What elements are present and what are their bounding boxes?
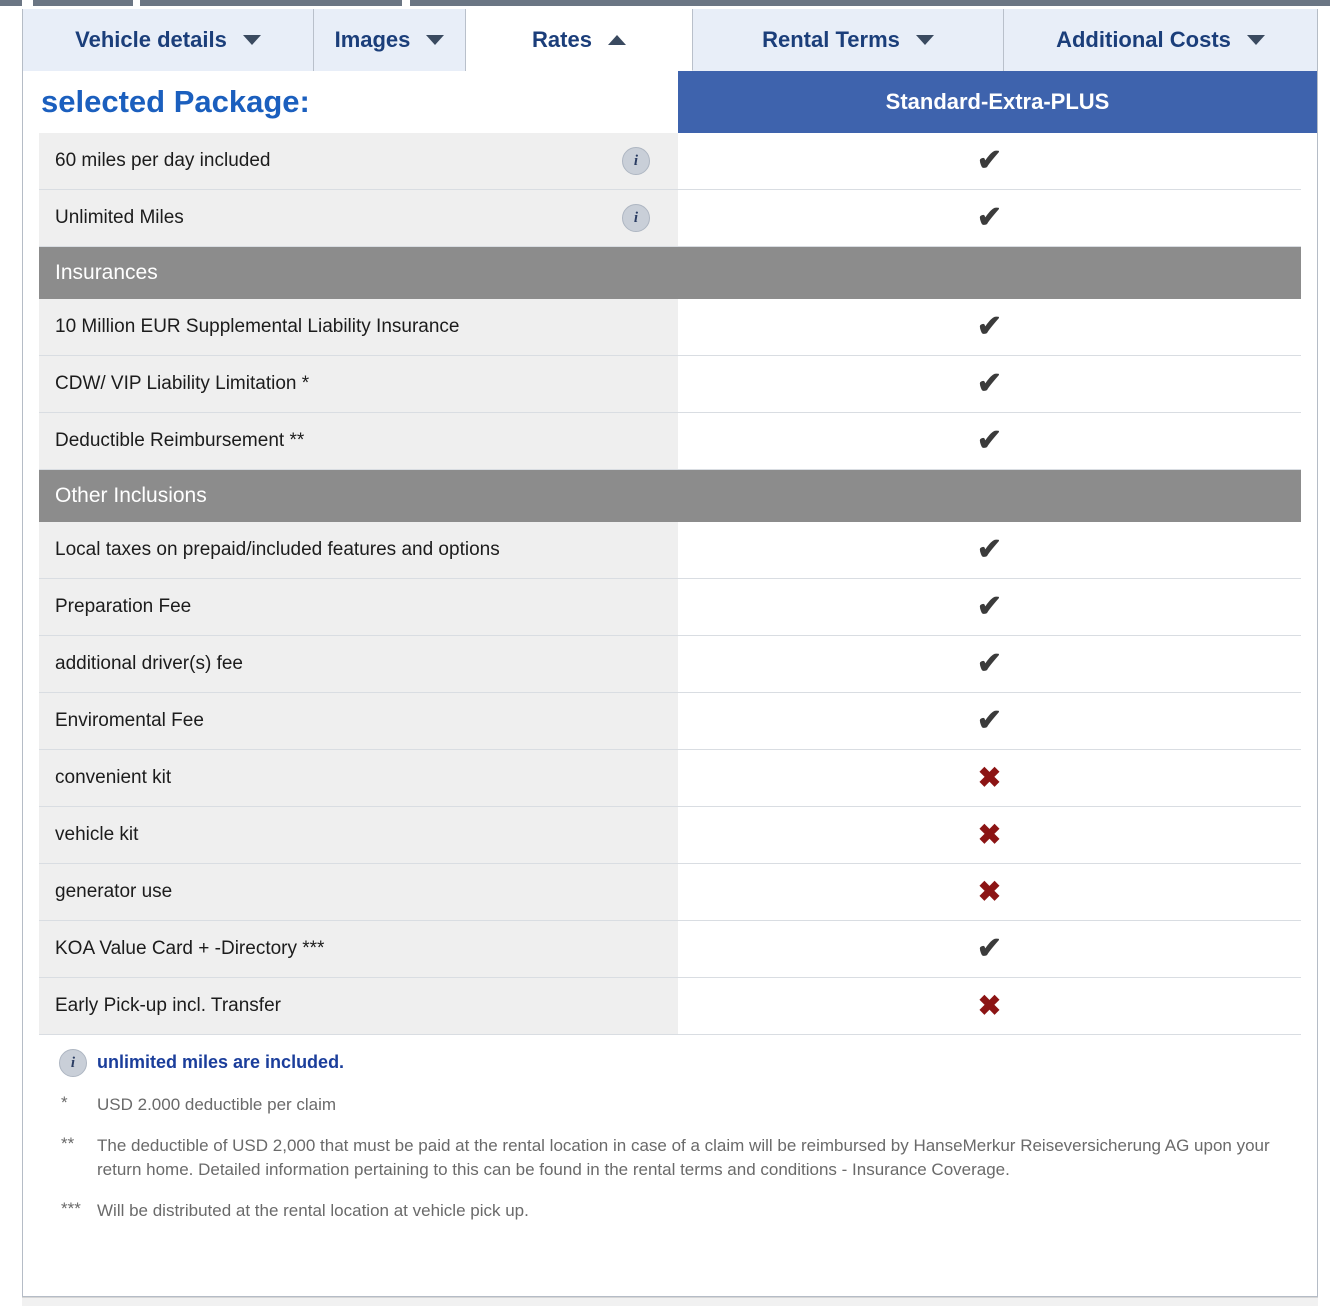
chevron-down-icon [426, 35, 444, 45]
feature-value-cell [678, 522, 1301, 578]
feature-label: Unlimited Miles [55, 207, 184, 228]
feature-label-cell [39, 864, 678, 920]
feature-value-cell [678, 864, 1301, 920]
feature-value-cell [678, 921, 1301, 977]
feature-label: 60 miles per day included [55, 150, 271, 171]
cross-icon: ✖ [977, 876, 1002, 907]
table-row [39, 413, 1301, 470]
feature-label-cell [39, 693, 678, 749]
feature-label-cell [39, 299, 678, 355]
check-icon: ✔ [976, 144, 1003, 177]
feature-value-cell [678, 978, 1301, 1034]
top-strip-segment [140, 0, 402, 6]
footnote-text: Will be distributed at the rental location at vehicle pick up. [97, 1200, 529, 1220]
check-icon: ✔ [976, 533, 1003, 566]
table-row [39, 750, 1301, 807]
page-title: selected Package: [23, 71, 678, 133]
feature-label: Preparation Fee [55, 596, 192, 617]
feature-label-cell [39, 807, 678, 863]
footnote-text: The deductible of USD 2,000 that must be paid at the rental location in case of a claim will be reimbursed by HanseMerkur Reiseversicherung AG upon your return home. Detailed information pertaining to this can be found in the rental terms and conditions - Insurance Coverage. [97, 1135, 1270, 1180]
table-row [39, 978, 1301, 1035]
tab-rates[interactable] [466, 9, 693, 71]
info-icon-glyph: i [622, 147, 650, 175]
footnote-row [39, 1134, 1301, 1183]
tab-images[interactable] [314, 9, 466, 71]
info-icon-glyph: i [622, 204, 650, 232]
cross-icon: ✖ [977, 990, 1002, 1021]
top-strip-segment [0, 0, 22, 6]
footnote-text: USD 2.000 deductible per claim [97, 1095, 337, 1114]
tab-label: Vehicle details [75, 27, 227, 52]
table-section-header [39, 470, 1301, 522]
chevron-down-icon [243, 35, 261, 45]
feature-label: CDW/ VIP Liability Limitation * [55, 373, 310, 394]
info-icon-glyph: i [59, 1049, 87, 1077]
table-row [39, 190, 1301, 247]
check-icon: ✔ [976, 704, 1003, 737]
tab-label: Additional Costs [1056, 27, 1231, 52]
cross-icon: ✖ [977, 762, 1002, 793]
footnote-text: unlimited miles are included. [97, 1052, 345, 1072]
check-icon: ✔ [976, 590, 1003, 623]
package-column-header: Standard-Extra-PLUS [678, 71, 1317, 133]
tab-bar [23, 9, 1317, 71]
feature-value-cell [678, 299, 1301, 355]
feature-value-cell [678, 693, 1301, 749]
features-table [23, 133, 1317, 1035]
package-header [23, 71, 1317, 133]
footnote-row [39, 1093, 1301, 1118]
feature-label-cell [39, 413, 678, 469]
feature-value-cell [678, 636, 1301, 692]
check-icon: ✔ [976, 932, 1003, 965]
footnote-row [39, 1199, 1301, 1224]
feature-label-cell [39, 190, 678, 246]
tab-label: Rates [532, 26, 592, 52]
feature-value-cell [678, 356, 1301, 412]
check-icon: ✔ [976, 201, 1003, 234]
chevron-down-icon [1247, 35, 1265, 45]
feature-value-cell [678, 750, 1301, 806]
check-icon: ✔ [976, 310, 1003, 343]
feature-label-cell [39, 921, 678, 977]
chevron-up-icon [608, 35, 626, 45]
feature-label-cell [39, 133, 678, 189]
footnote-marker: * [61, 1093, 68, 1112]
feature-label-cell [39, 636, 678, 692]
section-label: Insurances [39, 247, 1301, 299]
footnote-marker: ** [61, 1133, 75, 1153]
feature-label-cell [39, 579, 678, 635]
tab-additional-costs[interactable] [1004, 9, 1317, 71]
horizontal-scrollbar[interactable] [22, 1297, 1318, 1306]
footnote-marker: *** [61, 1198, 81, 1218]
info-icon[interactable] [622, 147, 650, 175]
top-strip-segment [33, 0, 133, 6]
chevron-down-icon [916, 35, 934, 45]
tab-vehicle-details[interactable] [23, 9, 314, 71]
section-label: Other Inclusions [39, 470, 1301, 522]
feature-value-cell [678, 579, 1301, 635]
feature-label: convenient kit [55, 767, 172, 788]
footnote-row [39, 1049, 1301, 1077]
feature-label: KOA Value Card + -Directory *** [55, 938, 325, 959]
feature-label: Early Pick-up incl. Transfer [55, 995, 281, 1016]
table-row [39, 921, 1301, 978]
feature-label-cell [39, 356, 678, 412]
table-row [39, 807, 1301, 864]
table-section-header [39, 247, 1301, 299]
feature-label: 10 Million EUR Supplemental Liability Insurance [55, 316, 460, 337]
feature-label-cell [39, 750, 678, 806]
feature-label: generator use [55, 881, 173, 902]
feature-label-cell [39, 978, 678, 1034]
cross-icon: ✖ [977, 819, 1002, 850]
table-row [39, 133, 1301, 190]
feature-label-cell [39, 522, 678, 578]
top-strip-segment [410, 0, 1330, 6]
check-icon: ✔ [976, 647, 1003, 680]
feature-label: Enviromental Fee [55, 710, 204, 731]
feature-value-cell [678, 413, 1301, 469]
tab-rental-terms[interactable] [693, 9, 1004, 71]
footnotes [23, 1035, 1317, 1250]
check-icon: ✔ [976, 367, 1003, 400]
table-row [39, 693, 1301, 750]
table-row [39, 579, 1301, 636]
table-row [39, 299, 1301, 356]
table-row [39, 636, 1301, 693]
panel-frame [22, 9, 1318, 1297]
tab-label: Images [334, 27, 411, 52]
rates-content [23, 71, 1317, 1250]
tab-label: Rental Terms [762, 27, 900, 52]
info-icon[interactable] [622, 204, 650, 232]
table-row [39, 522, 1301, 579]
table-row [39, 864, 1301, 921]
feature-value-cell [678, 133, 1301, 189]
check-icon: ✔ [976, 424, 1003, 457]
window-top-strip [0, 0, 1330, 9]
info-icon [39, 1049, 97, 1077]
feature-label: additional driver(s) fee [55, 653, 243, 674]
feature-label: Deductible Reimbursement ** [55, 430, 305, 451]
feature-value-cell [678, 807, 1301, 863]
feature-label: Local taxes on prepaid/included features and options [55, 539, 500, 560]
table-row [39, 356, 1301, 413]
feature-value-cell [678, 190, 1301, 246]
feature-label: vehicle kit [55, 824, 139, 845]
